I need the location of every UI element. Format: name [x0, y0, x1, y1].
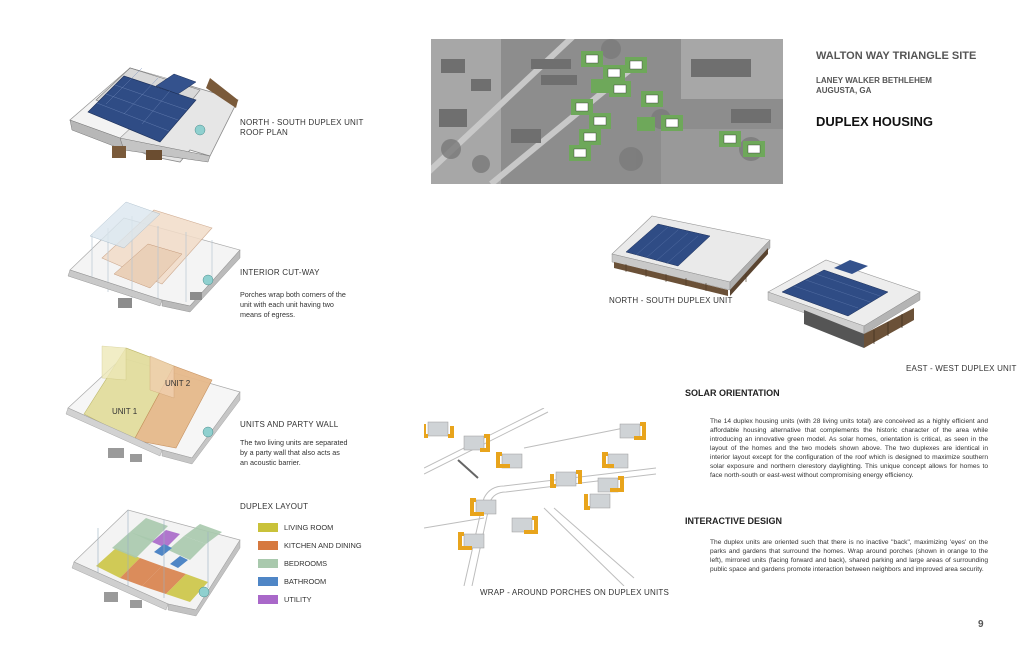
legend-label: BEDROOMS: [284, 559, 328, 568]
legend-swatch: [258, 559, 278, 568]
layout-caption: DUPLEX LAYOUT: [240, 502, 309, 511]
cutaway-caption: INTERIOR CUT-WAY: [240, 268, 320, 277]
legend-swatch: [258, 577, 278, 586]
roof-plan-drawing: [60, 38, 240, 168]
porches-caption: WRAP - AROUND PORCHES ON DUPLEX UNITS: [480, 588, 670, 597]
duplex-layout-drawing: [68, 488, 248, 628]
porch-site-plan: [424, 408, 656, 586]
units-party-wall-drawing: [62, 340, 242, 470]
page-number: 9: [978, 619, 984, 630]
units-description: The two living units are separated by a party wall that also acts as an acoustic barrier.: [240, 438, 348, 467]
unit-1-label: UNIT 1: [112, 407, 138, 416]
ew-unit-caption: EAST - WEST DUPLEX UNIT: [906, 364, 1017, 373]
legend-swatch: [258, 595, 278, 604]
legend-label: KITCHEN AND DINING: [284, 541, 362, 550]
design-heading: INTERACTIVE DESIGN: [685, 516, 783, 526]
ns-unit-caption: NORTH - SOUTH DUPLEX UNIT: [609, 296, 733, 305]
solar-heading: SOLAR ORIENTATION: [685, 388, 780, 398]
legend-label: LIVING ROOM: [284, 523, 334, 532]
legend-swatch: [258, 523, 278, 532]
design-paragraph: The duplex units are oriented such that there is no inactive "back", maximizing 'eyes' on the parks and gardens that surround the homes. Wrap around porches (shown in orange to the left), mirrored units (facing forward and back), shared parking and large areas of surrounding public space and gardens promote interaction between neighbors and improved area security.: [710, 539, 988, 573]
site-subtitle: LANEY WALKER BETHLEHEM AUGUSTA, GA: [816, 76, 932, 95]
east-west-unit-render: [764, 254, 924, 354]
roof-plan-caption: NORTH - SOUTH DUPLEX UNIT ROOF PLAN: [240, 118, 364, 137]
legend-swatch: [258, 541, 278, 550]
site-title: WALTON WAY TRIANGLE SITE: [816, 50, 977, 62]
legend-label: BATHROOM: [284, 577, 327, 586]
interior-cutaway-drawing: [62, 188, 242, 323]
legend-label: UTILITY: [284, 595, 312, 604]
unit-2-label: UNIT 2: [165, 379, 191, 388]
section-title: DUPLEX HOUSING: [816, 114, 934, 129]
units-caption: UNITS AND PARTY WALL: [240, 420, 339, 429]
north-south-unit-render: [606, 210, 776, 300]
cutaway-description: Porches wrap both corners of the unit with each unit having two means of egress.: [240, 290, 346, 319]
aerial-site-photo: [431, 39, 783, 184]
solar-paragraph: The 14 duplex housing units (with 28 living units total) are conceived as a highly efficient and affordable housing alternative that complements the historic character of the area while introducing an innovative green model. As solar homes, orientation is critical, as seen in the layout of the homes and the two models shown above. The two duplexes are identical in interior layout except for the configuration of the roof which is designed to maximize southern solar exposure and northern clerestory daylighting. This unique concept allows for homes to face north-south or east-west without compromising energy efficiency.: [710, 418, 988, 479]
